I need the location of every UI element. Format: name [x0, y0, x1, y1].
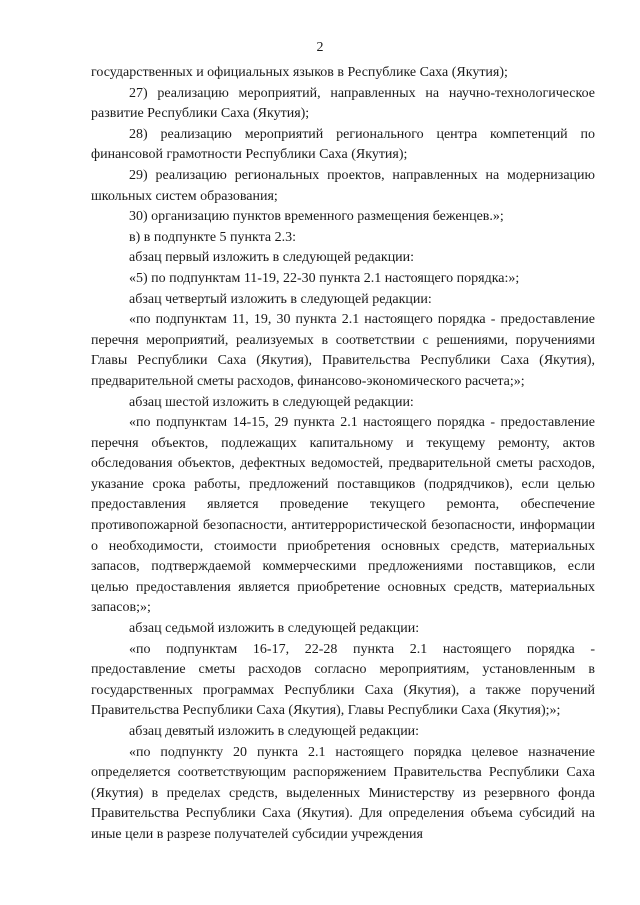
- paragraph: «по подпункту 20 пункта 2.1 настоящего порядка целевое назначение определяется соответствующим распоряжением Правительства Республики Саха (Якутия) в пределах средств, выделенных Министерству из резервного фонда Правительства Республики Саха (Якутия). Для определения объема субсидий на иные цели в разрезе получателей субсидии учреждения: [91, 744, 595, 842]
- paragraph: государственных и официальных языков в Республике Саха (Якутия);: [91, 65, 508, 80]
- paragraph: 29) реализацию региональных проектов, направленных на модернизацию школьных систем образования;: [91, 167, 595, 204]
- page-number: 2: [316, 40, 324, 55]
- paragraph: «5) по подпунктам 11-19, 22-30 пункта 2.1 настоящего порядка:»;: [129, 270, 520, 286]
- paragraph: абзац первый изложить в следующей редакции:: [129, 250, 415, 266]
- paragraph: 30) организацию пунктов временного размещения беженцев.»;: [129, 209, 504, 225]
- paragraph: 28) реализацию мероприятий регионального центра компетенций по финансовой грамотности Республики Саха (Якутия);: [91, 126, 595, 163]
- paragraph: 27) реализацию мероприятий, направленных на научно-технологическое развитие Республики Саха (Якутия);: [91, 85, 595, 122]
- paragraph: абзац девятый изложить в следующей редакции:: [129, 724, 420, 739]
- paragraph: в) в подпункте 5 пункта 2.3:: [129, 229, 297, 245]
- paragraph: «по подпунктам 14-15, 29 пункта 2.1 настоящего порядка - предоставление перечня объектов, подлежащих капитальному и текущему ремонту, актов обследования объектов, дефектных ведомостей, предварительной сметы расходов, указание срока работы, предложений поставщиков (подрядчиков), если целью предоставления является проведение текущего ремонта, обеспечение противопожарной безопасности, антитеррористической безопасности, информации о необходимости, стоимости приобретения основных средств, материальных запасов, подтверждаемой коммерческими предложениями поставщиков, если целью предоставления является приобретение основных средств, материальных запасов;»;: [91, 415, 595, 616]
- paragraph: «по подпунктам 16-17, 22-28 пункта 2.1 настоящего порядка - предоставление сметы расходов согласно мероприятиям, установленным в государственных программах Республики Саха (Якутия), а также поручений Правительства Республики Саха (Якутия), Главы Республики Саха (Якутия);»;: [91, 641, 595, 719]
- paragraph: абзац четвертый изложить в следующей редакции:: [129, 291, 432, 307]
- paragraph: абзац шестой изложить в следующей редакции:: [129, 394, 414, 410]
- paragraph: абзац седьмой изложить в следующей редакции:: [129, 621, 420, 637]
- paragraph: «по подпунктам 11, 19, 30 пункта 2.1 настоящего порядка - предоставление перечня мероприятий, реализуемых в соответствии с решениями, поручениями Главы Республики Саха (Якутия), Правительства Республики Саха (Якутия), предварительной сметы расходов, финансово-экономического расчета;»;: [91, 312, 595, 389]
- document-body: [91, 63, 595, 846]
